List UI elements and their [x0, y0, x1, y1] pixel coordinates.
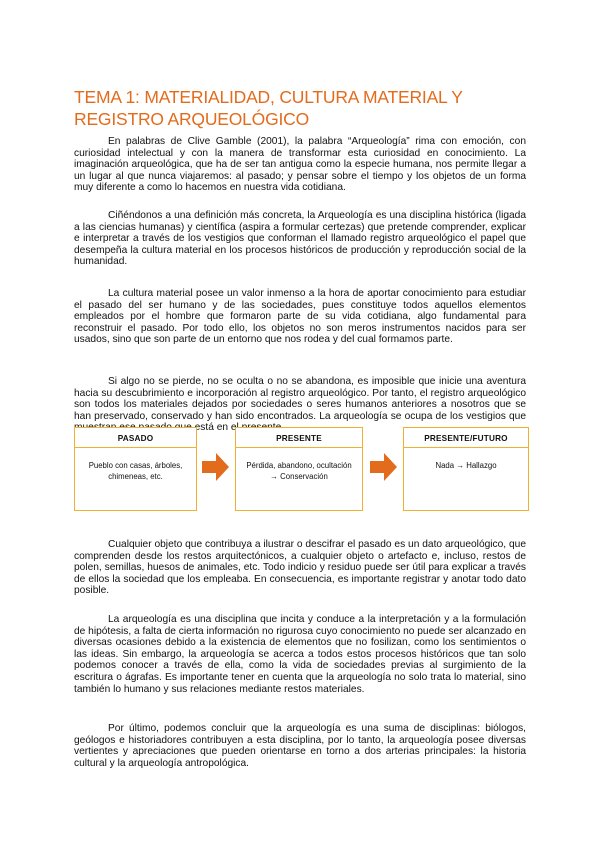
paragraph-1: En palabras de Clive Gamble (2001), la palabra “Arqueología” rima con emoción, con curiosidad intelectual y con la manera de transformar esta curiosidad en conocimiento. La imaginación arqueológica, que ha de ser tan antigua como la especie humana, nos permite llegar a un lugar al que nunca viajaremos: al pasado; y pensar sobre el tiempo y los objetos de un forma muy diferente a como lo hacemos en nuestra vida cotidiana. — [74, 136, 526, 194]
arrow-right-icon — [202, 452, 230, 482]
box-presente-body: Pérdida, abandono, ocultación → Conservación — [246, 461, 352, 481]
paragraph-4: Si algo no se pierde, no se oculta o no se abandona, es imposible que inicie una aventura hacia su descubrimiento e incorporación al registro arqueológico. Por tanto, el registro arqueológico son todos los materiales dejados por sociedades o seres humanos anteriores a nosotros que se han preservado, conservado y han sido encontrados. La arqueología se ocupa de los vestigios que está en — [74, 376, 526, 434]
paragraph-2: Ciñéndonos a una definición más concreta, la Arqueología es una disciplina histórica (ligada a las ciencias humanas) y científica (aspira a formular certezas) que pretende comprender, explicar e interpretar a través de los vestigios que conforman el llamado registro arqueológico el papel que desempeña la cultura material en los procesos históricos de producción y reproducción social de la humanidad. — [74, 210, 526, 268]
box-divider — [75, 447, 196, 448]
box-pasado — [74, 427, 197, 511]
box-presente-futuro-title: PRESENTE/FUTURO — [424, 434, 508, 443]
box-presente-futuro-body: Nada → Hallazgo — [435, 461, 497, 470]
box-divider — [236, 447, 362, 448]
paragraph-6: La arqueología es una disciplina que incita y conduce a la interpretación y a la formulación de hipótesis, a falta de cierta información no rigurosa cuyo conocimiento no puede ser alcanzado en diversas ocasiones debido a la existencia de elementos que no fosilizan, como los sentimientos o las ideas. Sin embargo, la arqueología se acerca a todos estos procesos históricos que tan solo podemos conocer a través de ella, como la vida de sociedades previas al surgimiento de la escritura o ágrafas. Es importante tener en cuenta que la arqueología no solo trata lo material, sino también lo humano y sus relaciones mediante restos materiales. — [74, 614, 526, 695]
box-divider — [404, 447, 528, 448]
box-presente-futuro — [403, 427, 529, 511]
box-presente — [235, 427, 363, 511]
document-title: TEMA 1: MATERIALIDAD, CULTURA MATERIAL Y REGISTRO ARQUEOLÓGICO — [74, 86, 463, 129]
box-pasado-title: PASADO — [117, 434, 154, 443]
process-diagram — [74, 427, 529, 517]
box-presente-title: PRESENTE — [276, 434, 322, 443]
arrow-right-icon — [370, 452, 398, 482]
paragraph-5: Cualquier objeto que contribuya a ilustrar o descifrar el pasado es un dato arqueológico, que comprenden desde los restos arquitectónicos, a cualquier objeto o artefacto e, incluso, restos de polen, semillas, huesos de animales, etc. Todo indicio y residuo puede ser útil para explicar a través de ellos la sociedad que los empleaba. En consecuencia, es importante registrar y anotar todo dato posible. — [74, 539, 526, 597]
box-pasado-body: Pueblo con casas, árboles, chimeneas, etc. — [88, 461, 183, 481]
paragraph-3: La cultura material posee un valor inmenso a la hora de aportar conocimiento para estudiar el pasado del ser humano y de las sociedades, pues constituye todos aquellos elementos empleados por el hombre que formaron parte de su vida cotidiana, algo fundamental para reconstruir el pasado. Por todo ello, los objetos no son meros instrumentos nacidos para ser usados, sino que son parte de un entorno que nos rodea y del cual formamos parte. — [74, 288, 526, 346]
paragraph-7: Por último, podemos concluir que la arqueología es una suma de disciplinas: biólogos, geólogos e historiadores contribuyen a esta disciplina, por lo tanto, la arqueología posee diversas vertientes y apreciaciones que pueden orientarse en torno a dos arterias principales: la historia cultural y la arqueología antropológica. — [74, 723, 526, 769]
